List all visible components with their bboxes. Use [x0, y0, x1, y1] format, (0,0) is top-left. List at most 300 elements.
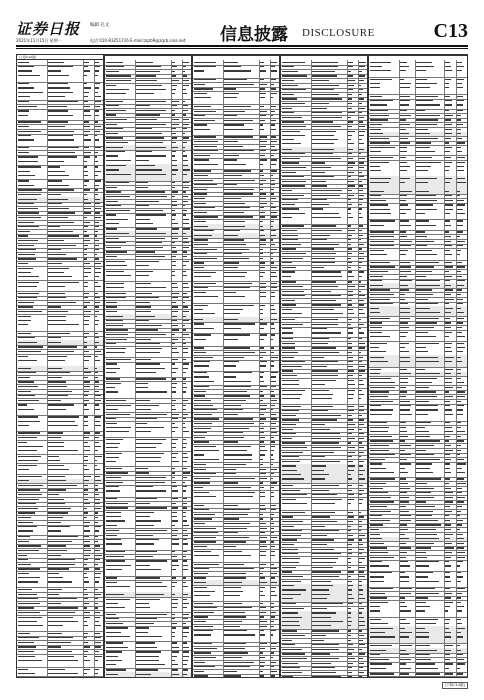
table-row [17, 415, 103, 432]
editor-credit: 编辑 孔文 [90, 23, 110, 28]
table-cell [270, 158, 280, 169]
table-cell [223, 360, 261, 371]
table-cell [270, 629, 280, 642]
table-cell [456, 560, 468, 571]
table-cell [182, 150, 192, 164]
table-cell [223, 629, 261, 642]
table-cell [47, 109, 85, 120]
table-cell [281, 270, 312, 280]
table-cell [135, 559, 173, 576]
table-cell [358, 468, 368, 483]
table-cell [399, 425, 416, 434]
table-cell [135, 650, 173, 668]
table-row [369, 462, 467, 478]
table-cell [193, 549, 224, 562]
table-cell [182, 83, 192, 99]
table-row [281, 611, 367, 630]
table-row [281, 129, 367, 148]
table-cell [223, 549, 261, 562]
table-column-1 [16, 54, 104, 678]
table-cell [456, 626, 468, 643]
table-cell [456, 404, 468, 421]
table-cell [105, 164, 136, 181]
table-cell [456, 176, 468, 189]
table-cell [182, 672, 192, 677]
column-header [105, 55, 191, 56]
table-row [17, 165, 103, 180]
table-cell [311, 611, 349, 629]
table-cell [223, 91, 261, 104]
table-cell [399, 617, 416, 626]
table-cell [17, 667, 48, 676]
table-row [369, 77, 467, 95]
table-cell [105, 281, 136, 291]
table-cell [182, 650, 192, 668]
table-row [193, 674, 279, 678]
table-cell [415, 404, 446, 421]
table-cell [17, 109, 48, 120]
table-row [17, 440, 103, 455]
table-cell [270, 360, 280, 371]
table-cell [135, 164, 173, 181]
table-cell [182, 164, 192, 181]
table-cell [399, 248, 416, 260]
table-cell [193, 371, 224, 385]
table-cell [47, 280, 85, 291]
table-row [281, 207, 367, 225]
table-cell [94, 667, 104, 676]
table-cell [399, 626, 416, 643]
table-cell [456, 203, 468, 219]
table-cell [47, 82, 85, 100]
table-cell [415, 160, 446, 176]
table-cell [223, 333, 261, 346]
table-cell [94, 165, 104, 179]
table-cell [399, 77, 416, 94]
table-cell [270, 490, 280, 503]
data-table [105, 60, 191, 677]
table-row [193, 333, 279, 347]
table-cell [399, 60, 416, 77]
table-cell [369, 571, 400, 587]
table-cell [369, 176, 400, 189]
table-cell [94, 280, 104, 291]
table-row [369, 571, 467, 588]
data-table [17, 60, 103, 677]
table-cell [94, 134, 104, 146]
contact-line: 电话:010-83251716 E-mail:zqrb9@zqrb.sina.net [90, 38, 186, 43]
table-cell [135, 641, 173, 650]
table-cell [369, 626, 400, 643]
table-cell [223, 490, 261, 503]
table-cell [415, 145, 446, 155]
table-row [105, 451, 191, 467]
table-cell [47, 179, 85, 188]
table-cell [94, 266, 104, 280]
table-cell [182, 259, 192, 269]
table-cell [311, 270, 349, 280]
table-cell [369, 306, 400, 316]
table-cell [182, 451, 192, 466]
table-cell [47, 440, 85, 454]
table-cell [311, 388, 349, 404]
table-cell [223, 674, 261, 678]
table-cell [369, 600, 400, 617]
table-cell [17, 654, 48, 667]
table-cell [193, 490, 224, 503]
table-cell [17, 615, 48, 631]
table-cell [105, 451, 136, 466]
table-cell [415, 248, 446, 260]
table-row [193, 549, 279, 563]
disclosure-tables [16, 54, 468, 678]
table-cell [369, 60, 400, 77]
table-cell [193, 270, 224, 281]
table-cell [135, 150, 173, 164]
table-cell [135, 538, 173, 550]
table-cell [415, 306, 446, 316]
table-cell [270, 91, 280, 104]
table-cell [17, 165, 48, 179]
table-cell [135, 672, 173, 677]
table-cell [456, 330, 468, 341]
table-row [105, 213, 191, 228]
table-cell [17, 65, 48, 82]
table-cell [415, 462, 446, 477]
table-cell [369, 248, 400, 260]
header-rule-thin [16, 48, 468, 49]
table-cell [399, 571, 416, 587]
table-column-5 [368, 54, 468, 678]
table-cell [369, 99, 400, 109]
table-cell [456, 248, 468, 260]
table-cell [311, 327, 349, 337]
table-row [193, 290, 279, 304]
table-row [105, 362, 191, 378]
table-row [281, 497, 367, 511]
table-row [193, 629, 279, 643]
table-cell [105, 485, 136, 497]
table-cell [47, 403, 85, 415]
table-cell [17, 354, 48, 366]
table-row [369, 626, 467, 644]
table-cell [270, 333, 280, 346]
data-table [281, 60, 367, 677]
table-cell [47, 654, 85, 667]
table-cell [223, 65, 261, 78]
table-row [105, 672, 191, 678]
table-cell [399, 145, 416, 155]
table-cell [456, 341, 468, 355]
table-cell [415, 571, 446, 587]
table-cell [369, 404, 400, 421]
table-cell [182, 626, 192, 641]
masthead [16, 18, 468, 46]
table-row [17, 65, 103, 83]
table-row [105, 83, 191, 100]
table-cell [456, 425, 468, 434]
table-cell [105, 626, 136, 641]
table-row [17, 667, 103, 677]
table-cell [399, 462, 416, 477]
data-table [193, 60, 279, 677]
header-rule [16, 45, 468, 47]
table-cell [311, 497, 349, 510]
table-cell [17, 266, 48, 280]
table-cell [105, 510, 136, 528]
table-cell [358, 611, 368, 629]
table-cell [135, 281, 173, 291]
table-cell [182, 362, 192, 377]
table-cell [270, 585, 280, 601]
table-row [369, 672, 467, 678]
table-row [193, 65, 279, 79]
table-cell [17, 155, 48, 165]
table-cell [223, 290, 261, 303]
table-row [17, 266, 103, 281]
table-cell [17, 454, 48, 463]
table-row [193, 585, 279, 602]
table-cell [193, 123, 224, 135]
table-cell [193, 585, 224, 601]
table-cell [182, 381, 192, 398]
table-cell [358, 556, 368, 565]
table-cell [47, 615, 85, 631]
table-cell [193, 303, 224, 317]
table-row [105, 650, 191, 669]
table-cell [94, 463, 104, 474]
table-cell [182, 510, 192, 528]
table-cell [193, 674, 224, 678]
table-row [17, 615, 103, 632]
table-cell [94, 403, 104, 415]
table-cell [399, 219, 416, 230]
table-cell [193, 322, 224, 333]
table-cell [94, 354, 104, 366]
table-cell [94, 155, 104, 165]
table-row [369, 600, 467, 618]
table-cell [47, 266, 85, 280]
table-cell [94, 615, 104, 631]
table-cell [94, 314, 104, 331]
table-cell [94, 109, 104, 120]
table-cell [182, 213, 192, 227]
table-cell [415, 617, 446, 626]
table-cell [17, 525, 48, 535]
table-row [281, 468, 367, 484]
table-cell [47, 134, 85, 146]
table-cell [311, 207, 349, 224]
table-cell [193, 333, 224, 346]
table-row [281, 388, 367, 405]
table-cell [223, 303, 261, 317]
table-cell [47, 454, 85, 463]
table-cell [358, 129, 368, 147]
table-row [105, 164, 191, 182]
table-row [105, 597, 191, 613]
table-cell [17, 440, 48, 454]
table-cell [415, 626, 446, 643]
table-row [193, 444, 279, 463]
table-column-4 [280, 54, 368, 678]
table-cell [281, 378, 312, 388]
table-cell [369, 219, 400, 230]
table-cell [456, 662, 468, 672]
table-cell [456, 60, 468, 77]
table-row [105, 559, 191, 577]
table-cell [223, 123, 261, 135]
table-cell [456, 77, 468, 94]
table-cell [182, 403, 192, 412]
table-cell [456, 355, 468, 367]
table-cell [369, 560, 400, 571]
table-cell [223, 371, 261, 385]
table-row [369, 176, 467, 190]
table-row [105, 381, 191, 399]
column-header: (上接C12版) [17, 55, 103, 60]
newspaper-logo: 证券日报 [16, 20, 81, 38]
table-cell [399, 560, 416, 571]
table-cell [193, 629, 224, 642]
table-cell [415, 672, 446, 677]
table-cell [399, 600, 416, 617]
table-cell [105, 421, 136, 437]
table-cell [17, 134, 48, 146]
table-cell [17, 179, 48, 188]
table-cell [369, 376, 400, 385]
table-cell [358, 307, 368, 317]
table-row [369, 60, 467, 78]
table-cell [182, 485, 192, 497]
table-cell [281, 584, 312, 602]
table-cell [223, 322, 261, 333]
table-cell [135, 269, 173, 281]
table-row [369, 160, 467, 177]
table-cell [193, 444, 224, 462]
table-cell [456, 99, 468, 109]
table-cell [105, 381, 136, 398]
table-cell [105, 597, 136, 612]
table-cell [135, 346, 173, 357]
table-cell [182, 437, 192, 451]
table-row [17, 571, 103, 588]
table-cell [270, 549, 280, 562]
column-header [193, 55, 279, 56]
table-cell [281, 556, 312, 565]
table-cell [105, 269, 136, 281]
table-cell [358, 327, 368, 337]
table-cell [415, 219, 446, 230]
table-cell [105, 83, 136, 99]
table-cell [415, 176, 446, 189]
table-cell [17, 314, 48, 331]
table-cell [456, 462, 468, 477]
section-title-english: DISCLOSURE [302, 27, 375, 39]
table-cell [223, 585, 261, 601]
table-cell [415, 376, 446, 385]
table-cell [270, 270, 280, 281]
table-cell [456, 617, 468, 626]
table-cell [369, 672, 400, 677]
table-cell [456, 160, 468, 176]
table-row [105, 437, 191, 452]
table-cell [105, 672, 136, 677]
table-row [105, 421, 191, 438]
table-cell [17, 403, 48, 415]
table-cell [193, 158, 224, 169]
table-cell [135, 362, 173, 377]
table-cell [94, 525, 104, 535]
table-cell [94, 654, 104, 667]
table-cell [358, 388, 368, 404]
page-number: C13 [433, 20, 468, 42]
table-row [193, 490, 279, 504]
table-cell [182, 597, 192, 612]
table-cell [415, 355, 446, 367]
table-cell [270, 674, 280, 678]
table-cell [105, 641, 136, 650]
table-cell [135, 259, 173, 269]
table-cell [311, 584, 349, 602]
section-title: 信息披露 [220, 25, 288, 45]
table-cell [17, 415, 48, 431]
table-row [105, 510, 191, 529]
table-cell [270, 290, 280, 303]
table-cell [358, 270, 368, 280]
table-cell [182, 346, 192, 357]
table-cell [399, 662, 416, 672]
table-cell [105, 362, 136, 377]
table-cell [135, 381, 173, 398]
table-cell [135, 626, 173, 641]
table-cell [135, 597, 173, 612]
table-cell [311, 307, 349, 317]
table-row [17, 82, 103, 101]
table-cell [47, 571, 85, 587]
table-column-2 [104, 54, 192, 678]
table-cell [223, 444, 261, 462]
table-cell [105, 538, 136, 550]
table-cell [281, 307, 312, 317]
table-cell [281, 207, 312, 224]
table-cell [17, 82, 48, 100]
table-cell [369, 425, 400, 434]
table-cell [369, 77, 400, 94]
table-cell [456, 145, 468, 155]
table-cell [415, 77, 446, 94]
table-cell [415, 600, 446, 617]
table-cell [193, 65, 224, 78]
table-cell [105, 259, 136, 269]
table-cell [182, 538, 192, 550]
table-cell [369, 662, 400, 672]
table-cell [47, 525, 85, 535]
table-cell [135, 510, 173, 528]
table-cell [281, 327, 312, 337]
table-cell [399, 404, 416, 421]
table-cell [369, 145, 400, 155]
table-cell [270, 65, 280, 78]
table-cell [456, 219, 468, 230]
table-cell [47, 165, 85, 179]
table-cell [399, 376, 416, 385]
column-header [281, 55, 367, 56]
table-column-3 [192, 54, 280, 678]
table-cell [415, 662, 446, 672]
table-row [369, 341, 467, 356]
table-cell [47, 667, 85, 676]
table-cell [281, 497, 312, 510]
